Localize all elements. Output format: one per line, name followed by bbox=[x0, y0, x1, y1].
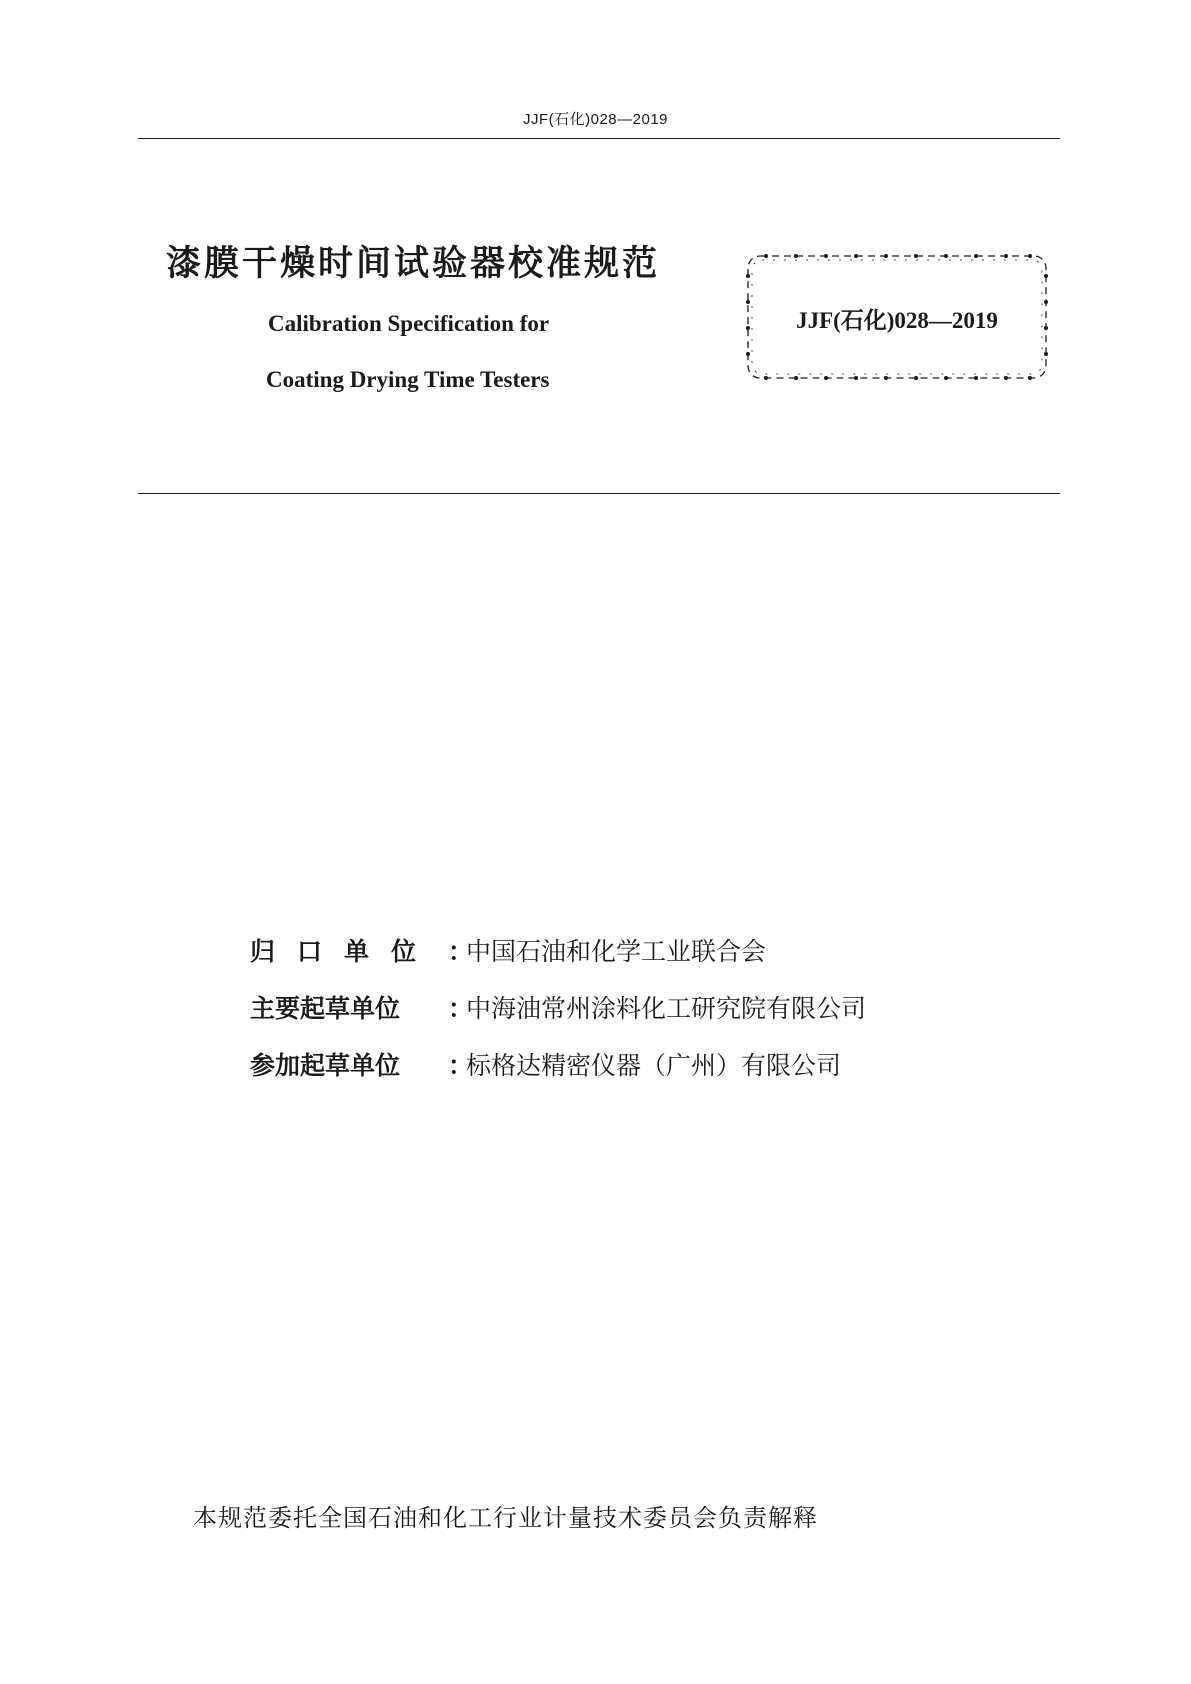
standard-code-box bbox=[744, 252, 1050, 382]
interpretation-note: 本规范委托全国石油和化工行业计量技术委员会负责解释 bbox=[193, 1504, 818, 1532]
org-label: 参加起草单位 bbox=[250, 1051, 401, 1080]
org-colon: ： bbox=[448, 994, 474, 1023]
org-row-participating-drafter bbox=[250, 1046, 841, 1082]
header-rule bbox=[138, 138, 1060, 139]
header-standard-code: JJF(石化)028—2019 bbox=[522, 111, 669, 128]
org-label: 归口单位 bbox=[250, 937, 439, 966]
org-row-main-drafter bbox=[250, 989, 866, 1025]
org-colon: ： bbox=[448, 1051, 474, 1080]
org-row-centralized-unit bbox=[250, 932, 766, 968]
org-value: 中海油常州涂料化工研究院有限公司 bbox=[466, 994, 867, 1023]
standard-code: JJF(石化)028—2019 bbox=[796, 308, 998, 333]
org-label: 主要起草单位 bbox=[250, 994, 401, 1023]
title-rule bbox=[138, 493, 1060, 494]
org-value: 标格达精密仪器（广州）有限公司 bbox=[466, 1051, 842, 1080]
title-english-line-2: Coating Drying Time Testers bbox=[266, 367, 550, 392]
title-english-line-1: Calibration Specification for bbox=[268, 311, 550, 336]
org-value: 中国石油和化学工业联合会 bbox=[466, 937, 767, 966]
org-colon: ： bbox=[448, 937, 474, 966]
title-chinese: 漆膜干燥时间试验器校准规范 bbox=[166, 244, 661, 284]
